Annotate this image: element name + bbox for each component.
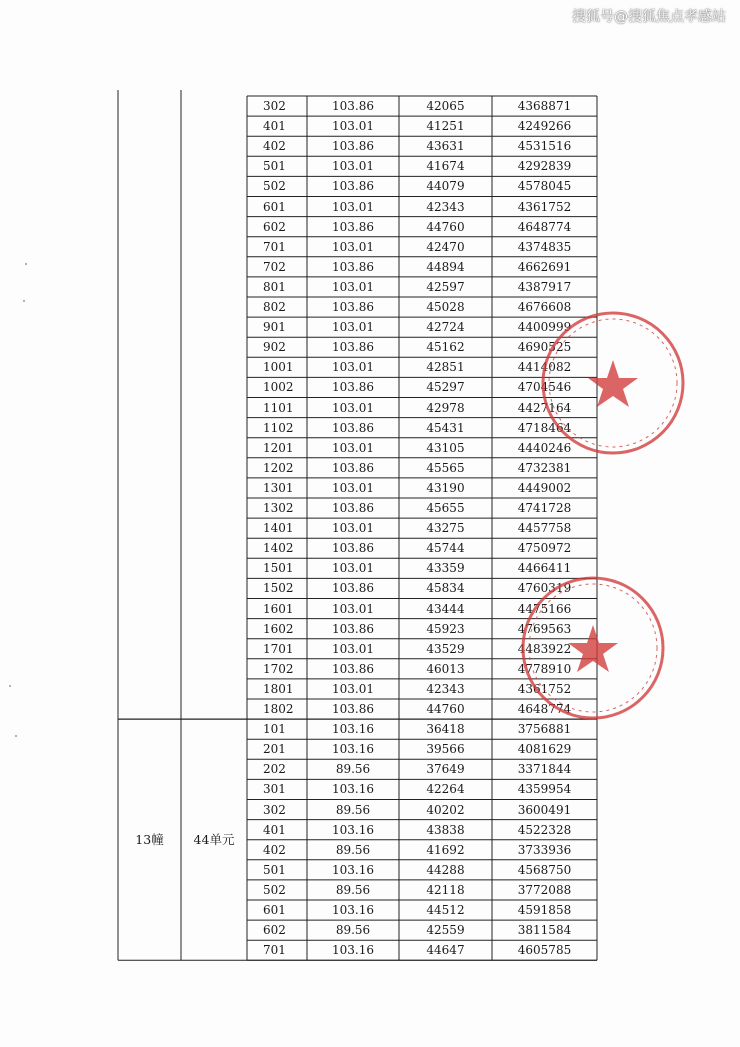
total-price-cell: 4605785 xyxy=(517,943,572,958)
area-cell: 103.86 xyxy=(332,541,374,556)
total-price-cell: 4081629 xyxy=(517,742,572,757)
total-price-cell: 4400999 xyxy=(517,320,572,335)
room-number-cell: 502 xyxy=(263,179,286,194)
official-seal-stamp-lower xyxy=(518,573,668,723)
area-cell: 103.86 xyxy=(332,99,374,113)
room-number-cell: 402 xyxy=(263,842,286,857)
unit-price-cell: 40202 xyxy=(426,802,465,817)
unit-price-cell: 44760 xyxy=(426,702,465,716)
room-number-cell: 1602 xyxy=(263,621,294,636)
unit-price-cell: 43190 xyxy=(426,480,465,495)
scan-speck xyxy=(23,300,25,302)
unit-price-cell: 37649 xyxy=(426,762,465,777)
total-price-cell: 4457758 xyxy=(517,521,572,536)
area-cell: 103.01 xyxy=(332,521,374,536)
room-number-cell: 1501 xyxy=(263,561,294,576)
area-cell: 103.86 xyxy=(332,139,374,154)
unit-price-cell: 45923 xyxy=(426,621,465,636)
unit-price-cell: 41251 xyxy=(426,119,465,134)
unit-price-cell: 43105 xyxy=(426,440,465,455)
area-cell: 89.56 xyxy=(335,802,371,817)
room-number-cell: 602 xyxy=(263,219,286,234)
area-cell: 103.01 xyxy=(332,480,374,495)
unit-price-cell: 42470 xyxy=(426,239,465,254)
room-number-cell: 1502 xyxy=(263,581,294,596)
total-price-cell: 4760319 xyxy=(517,581,572,596)
area-cell: 103.16 xyxy=(332,862,374,877)
total-price-cell: 4361752 xyxy=(517,199,572,214)
room-number-cell: 1601 xyxy=(263,601,294,616)
room-number-cell: 201 xyxy=(263,742,286,757)
room-number-cell: 701 xyxy=(263,239,286,254)
room-number-cell: 401 xyxy=(263,822,286,837)
unit-price-cell: 42118 xyxy=(426,882,465,897)
unit-price-cell: 42065 xyxy=(426,99,465,113)
room-number-cell: 701 xyxy=(263,943,286,958)
area-cell: 89.56 xyxy=(335,923,371,938)
room-number-cell: 1002 xyxy=(263,380,294,395)
unit-price-cell: 43631 xyxy=(426,139,465,154)
area-cell: 103.16 xyxy=(332,782,374,797)
area-cell: 103.01 xyxy=(332,199,374,214)
total-price-cell: 4249266 xyxy=(517,119,572,134)
area-cell: 89.56 xyxy=(335,882,371,897)
unit-price-cell: 44288 xyxy=(426,862,465,877)
scan-speck xyxy=(15,735,17,737)
area-cell: 103.01 xyxy=(332,400,374,415)
total-price-cell: 4769563 xyxy=(517,621,572,636)
total-price-cell: 4778910 xyxy=(517,661,572,676)
unit-price-cell: 42851 xyxy=(426,360,465,375)
area-cell: 103.16 xyxy=(332,943,374,958)
area-cell: 103.86 xyxy=(332,259,374,274)
area-cell: 103.86 xyxy=(332,420,374,435)
room-number-cell: 402 xyxy=(263,139,286,154)
total-price-cell: 4531516 xyxy=(517,139,572,154)
unit-price-cell: 41692 xyxy=(426,842,465,857)
unit-price-cell: 45162 xyxy=(426,340,465,355)
room-number-cell: 1702 xyxy=(263,661,294,676)
unit-price-cell: 44079 xyxy=(426,179,465,194)
total-price-cell: 4718464 xyxy=(517,420,572,435)
room-number-cell: 1402 xyxy=(263,541,294,556)
room-number-cell: 1701 xyxy=(263,641,294,656)
building-label: 13幢 xyxy=(135,831,164,847)
unit-price-cell: 44894 xyxy=(426,259,465,274)
total-price-cell: 4750972 xyxy=(517,541,572,556)
unit-price-cell: 43275 xyxy=(426,521,465,536)
scan-speck xyxy=(25,263,27,265)
room-number-cell: 1201 xyxy=(263,440,294,455)
total-price-cell: 4368871 xyxy=(517,99,572,113)
room-number-cell: 101 xyxy=(263,722,286,737)
area-cell: 103.16 xyxy=(332,822,374,837)
unit-price-cell: 43359 xyxy=(426,561,465,576)
area-cell: 103.16 xyxy=(332,722,374,737)
unit-price-cell: 42597 xyxy=(426,279,465,294)
area-cell: 103.01 xyxy=(332,561,374,576)
official-seal-stamp-upper xyxy=(538,308,688,458)
total-price-cell: 4578045 xyxy=(517,179,572,194)
unit-price-cell: 42264 xyxy=(426,782,465,797)
unit-price-cell: 44512 xyxy=(426,903,465,917)
total-price-cell: 4440246 xyxy=(517,440,572,455)
area-cell: 103.01 xyxy=(332,440,374,455)
unit-price-cell: 42724 xyxy=(426,320,465,335)
area-cell: 103.86 xyxy=(332,581,374,596)
room-number-cell: 602 xyxy=(263,923,286,938)
room-number-cell: 1202 xyxy=(263,460,294,475)
unit-price-cell: 42559 xyxy=(426,923,465,938)
room-number-cell: 1302 xyxy=(263,501,294,515)
area-cell: 89.56 xyxy=(335,762,371,777)
area-cell: 103.86 xyxy=(332,460,374,475)
total-price-cell: 4387917 xyxy=(517,279,572,294)
room-number-cell: 502 xyxy=(263,882,286,897)
total-price-cell: 4648774 xyxy=(517,702,572,716)
unit-label: 44单元 xyxy=(193,831,235,847)
room-number-cell: 801 xyxy=(263,279,286,294)
unit-price-cell: 41674 xyxy=(426,159,465,174)
unit-price-cell: 45655 xyxy=(426,501,465,515)
unit-price-cell: 44760 xyxy=(426,219,465,234)
area-cell: 103.86 xyxy=(332,661,374,676)
room-number-cell: 302 xyxy=(263,802,286,817)
area-cell: 103.86 xyxy=(332,179,374,194)
total-price-cell: 3811584 xyxy=(517,923,572,938)
total-price-cell: 4427164 xyxy=(517,400,572,415)
area-cell: 103.01 xyxy=(332,320,374,335)
total-price-cell: 4732381 xyxy=(517,460,572,475)
room-number-cell: 1301 xyxy=(263,480,294,495)
area-cell: 89.56 xyxy=(335,842,371,857)
room-number-cell: 501 xyxy=(263,862,286,877)
total-price-cell: 4361752 xyxy=(517,681,572,696)
area-cell: 103.86 xyxy=(332,501,374,515)
area-cell: 103.86 xyxy=(332,340,374,355)
unit-price-cell: 43838 xyxy=(426,822,465,837)
unit-price-cell: 43444 xyxy=(426,601,465,616)
room-number-cell: 1102 xyxy=(263,420,294,435)
room-number-cell: 901 xyxy=(263,320,286,335)
total-price-cell: 4662691 xyxy=(517,259,572,274)
unit-price-cell: 45431 xyxy=(426,420,465,435)
area-cell: 103.01 xyxy=(332,360,374,375)
unit-price-cell: 42343 xyxy=(426,199,465,214)
area-cell: 103.16 xyxy=(332,903,374,917)
total-price-cell: 3756881 xyxy=(517,722,572,737)
room-number-cell: 702 xyxy=(263,259,286,274)
total-price-cell: 3371844 xyxy=(517,762,572,777)
area-cell: 103.86 xyxy=(332,702,374,716)
area-cell: 103.01 xyxy=(332,681,374,696)
room-number-cell: 1001 xyxy=(263,360,294,375)
area-cell: 103.01 xyxy=(332,601,374,616)
total-price-cell: 3772088 xyxy=(517,882,572,897)
area-cell: 103.01 xyxy=(332,279,374,294)
room-number-cell: 1401 xyxy=(263,521,294,536)
area-cell: 103.86 xyxy=(332,621,374,636)
room-number-cell: 401 xyxy=(263,119,286,134)
unit-price-cell: 46013 xyxy=(426,661,465,676)
area-cell: 103.86 xyxy=(332,219,374,234)
total-price-cell: 4591858 xyxy=(517,903,572,917)
unit-price-cell: 43529 xyxy=(426,641,465,656)
room-number-cell: 301 xyxy=(263,782,286,797)
area-cell: 103.01 xyxy=(332,159,374,174)
room-number-cell: 902 xyxy=(263,340,286,355)
room-number-cell: 601 xyxy=(263,199,286,214)
total-price-cell: 4414082 xyxy=(517,360,572,375)
total-price-cell: 4466411 xyxy=(517,561,572,576)
area-cell: 103.01 xyxy=(332,641,374,656)
total-price-cell: 4568750 xyxy=(517,862,572,877)
room-number-cell: 601 xyxy=(263,903,286,917)
unit-price-cell: 45565 xyxy=(426,460,465,475)
unit-price-cell: 45028 xyxy=(426,300,465,314)
watermark-text: 搜狐号@搜狐焦点孝感站 xyxy=(572,9,726,25)
total-price-cell: 4475166 xyxy=(517,601,572,616)
total-price-cell: 4690525 xyxy=(517,340,572,355)
total-price-cell: 4648774 xyxy=(517,219,572,234)
room-number-cell: 1801 xyxy=(263,681,294,696)
scan-speck xyxy=(9,685,11,687)
room-number-cell: 1101 xyxy=(263,400,294,415)
total-price-cell: 3600491 xyxy=(517,802,572,817)
total-price-cell: 4704546 xyxy=(517,380,572,395)
total-price-cell: 4292839 xyxy=(517,159,572,174)
area-cell: 103.01 xyxy=(332,119,374,134)
area-cell: 103.01 xyxy=(332,239,374,254)
unit-price-cell: 45834 xyxy=(426,581,465,596)
area-cell: 103.86 xyxy=(332,300,374,314)
room-number-cell: 1802 xyxy=(263,702,294,716)
unit-price-cell: 45744 xyxy=(426,541,465,556)
unit-price-cell: 36418 xyxy=(426,722,465,737)
room-number-cell: 302 xyxy=(263,99,286,113)
room-number-cell: 802 xyxy=(263,300,286,314)
unit-price-cell: 42978 xyxy=(426,400,465,415)
room-number-cell: 202 xyxy=(263,762,286,777)
unit-price-cell: 45297 xyxy=(426,380,465,395)
total-price-cell: 4741728 xyxy=(517,501,572,515)
unit-price-cell: 39566 xyxy=(426,742,465,757)
unit-price-cell: 44647 xyxy=(426,943,465,958)
total-price-cell: 3733936 xyxy=(517,842,572,857)
room-number-cell: 501 xyxy=(263,159,286,174)
total-price-cell: 4522328 xyxy=(517,822,572,837)
area-cell: 103.16 xyxy=(332,742,374,757)
total-price-cell: 4449002 xyxy=(517,480,572,495)
area-cell: 103.86 xyxy=(332,380,374,395)
unit-price-cell: 42343 xyxy=(426,681,465,696)
total-price-cell: 4676608 xyxy=(517,300,572,314)
total-price-cell: 4374835 xyxy=(517,239,572,254)
total-price-cell: 4359954 xyxy=(517,782,572,797)
total-price-cell: 4483922 xyxy=(517,641,572,656)
